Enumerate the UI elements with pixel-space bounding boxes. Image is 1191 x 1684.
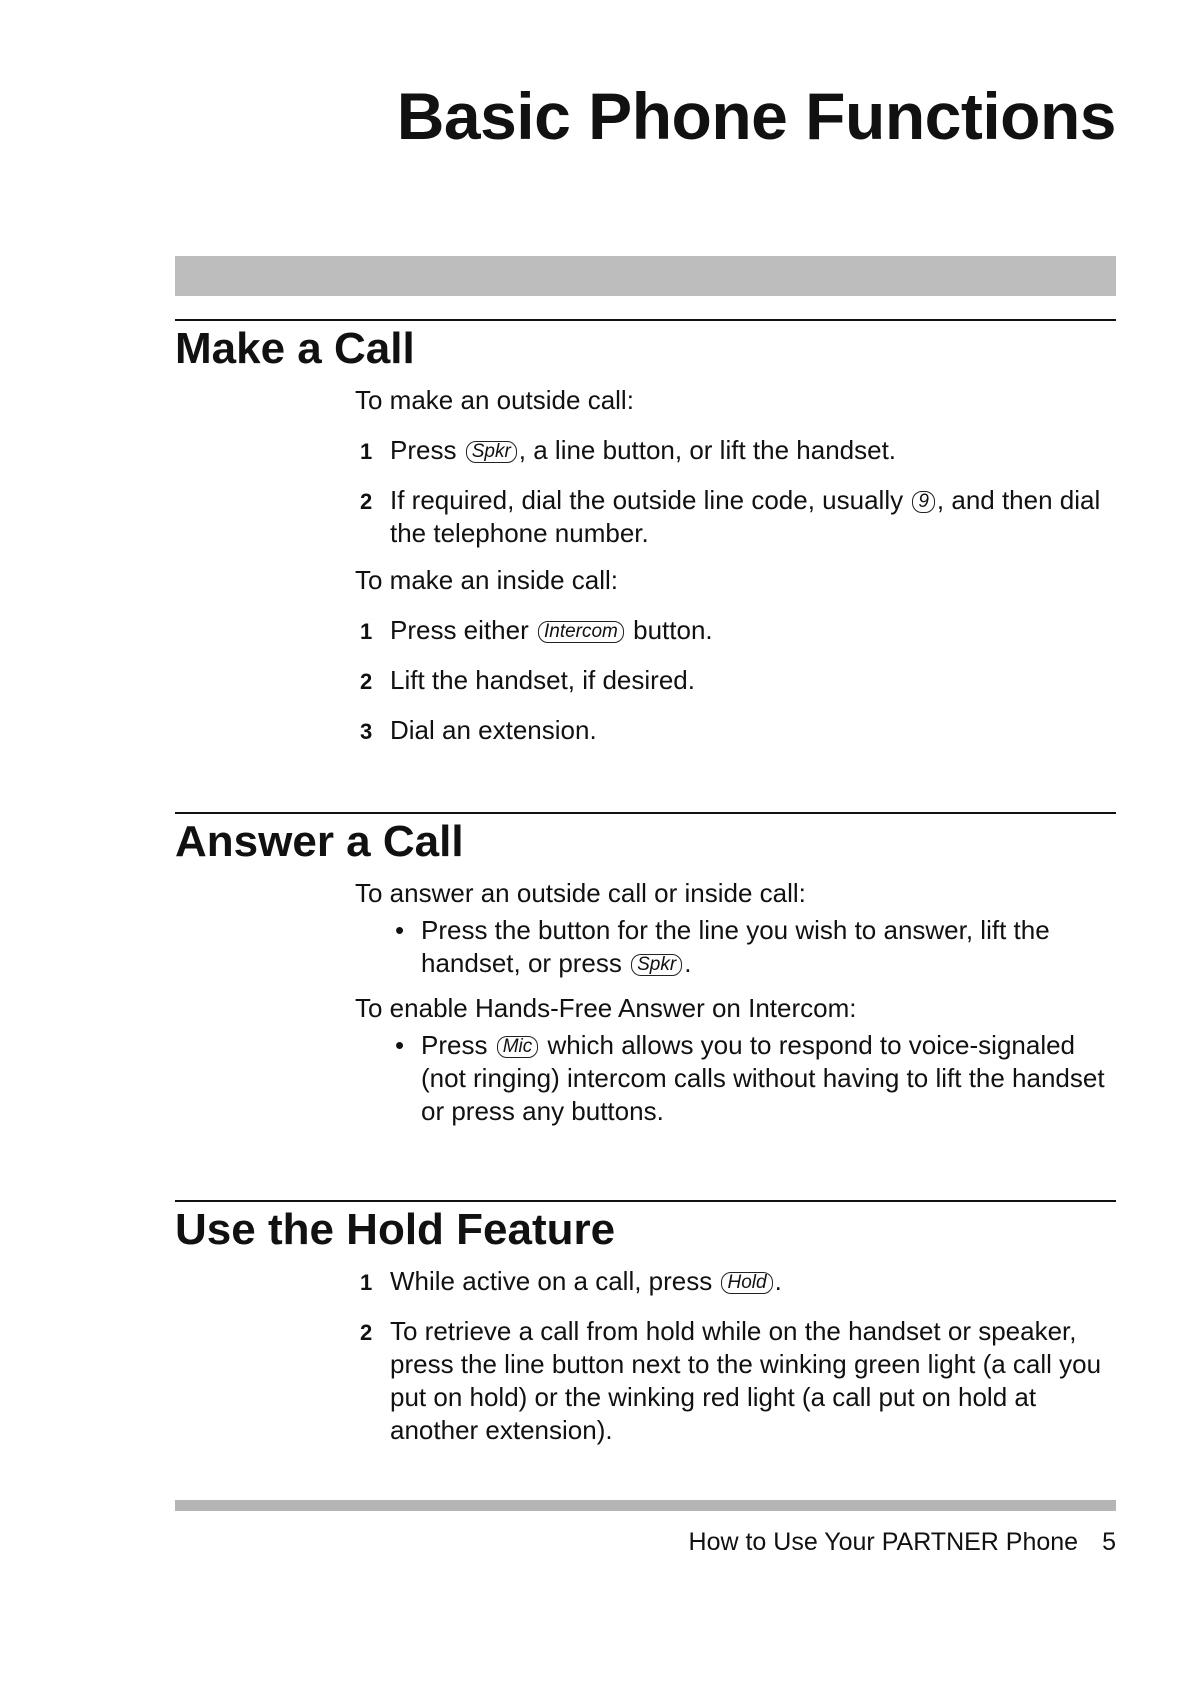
step-number: 2 <box>360 488 373 514</box>
step-item <box>355 1265 1116 1298</box>
step-text: Press either <box>390 614 529 645</box>
step-text: While active on a call, press <box>390 1265 713 1296</box>
step-number: 1 <box>360 618 373 644</box>
intro-text: To enable Hands-Free Answer on Intercom: <box>355 992 857 1023</box>
bullet-text: Press <box>421 1029 488 1060</box>
section-heading: Answer a Call <box>175 817 464 866</box>
step-number: 2 <box>360 668 373 694</box>
hold-key-icon: Hold <box>721 1272 772 1294</box>
bullet-text: which allows you to respond to voice-signaled (not ringing) intercom calls without having to lift the handset or press any buttons. <box>421 1029 1105 1126</box>
footer-gray-bar <box>175 1500 1116 1511</box>
step-text: button. <box>633 614 713 645</box>
step-number: 1 <box>360 438 373 464</box>
step-item <box>355 714 1116 747</box>
page-footer <box>689 1528 1116 1557</box>
step-text: , and then dial the telephone number. <box>390 484 1101 548</box>
bullet-dot: • <box>395 914 405 945</box>
outside-call-steps <box>355 434 1116 550</box>
footer-text: How to Use Your PARTNER Phone <box>688 1528 1079 1556</box>
bullet-text: . <box>684 947 692 978</box>
spkr-key-icon: Spkr <box>631 954 682 976</box>
step-text: . <box>774 1265 782 1296</box>
intercom-key-icon: Intercom <box>538 621 624 643</box>
bullet-item <box>355 914 1116 980</box>
bullet-text: Press the button for the line you wish to answer, lift the handset, or press <box>421 914 1050 978</box>
step-text: If required, dial the outside line code, usually <box>390 484 904 515</box>
step-item <box>355 614 1116 647</box>
step-text: Press <box>390 434 457 465</box>
step-number: 1 <box>360 1269 373 1295</box>
step-text: To retrieve a call from hold while on the handset or speaker, press the line button next to the winking green light (a call you put on hold) or the winking red light (a call put on hold at another extension). <box>390 1315 1102 1445</box>
bullet-item <box>355 1029 1116 1128</box>
hold-steps <box>355 1265 1116 1447</box>
step-number: 3 <box>360 718 373 744</box>
intro-text: To make an outside call: <box>355 384 634 415</box>
mic-key-icon: Mic <box>497 1036 539 1058</box>
spkr-key-icon: Spkr <box>466 441 517 463</box>
step-item <box>355 434 1116 467</box>
section-make-call <box>175 319 1116 747</box>
section-answer-call <box>175 812 1116 1128</box>
inside-call-steps <box>355 614 1116 747</box>
step-text: Lift the handset, if desired. <box>390 664 695 695</box>
section-heading: Make a Call <box>175 324 415 373</box>
intro-text: To answer an outside call or inside call: <box>355 877 806 908</box>
step-item <box>355 664 1116 697</box>
page-title: Basic Phone Functions <box>396 79 1116 153</box>
intro-text: To make an inside call: <box>355 564 619 595</box>
step-text: , a line button, or lift the handset. <box>518 434 897 465</box>
page-number: 5 <box>1102 1528 1116 1556</box>
header-gray-bar <box>175 256 1116 296</box>
step-text: Dial an extension. <box>390 714 597 745</box>
nine-key-icon: 9 <box>912 491 935 513</box>
section-heading: Use the Hold Feature <box>175 1205 616 1254</box>
bullet-dot: • <box>395 1029 405 1060</box>
step-item <box>355 484 1116 550</box>
step-number: 2 <box>360 1319 373 1345</box>
section-hold-feature <box>175 1200 1116 1447</box>
answer-bullets <box>355 914 1116 980</box>
handsfree-bullets <box>355 1029 1116 1128</box>
step-item <box>355 1315 1116 1447</box>
